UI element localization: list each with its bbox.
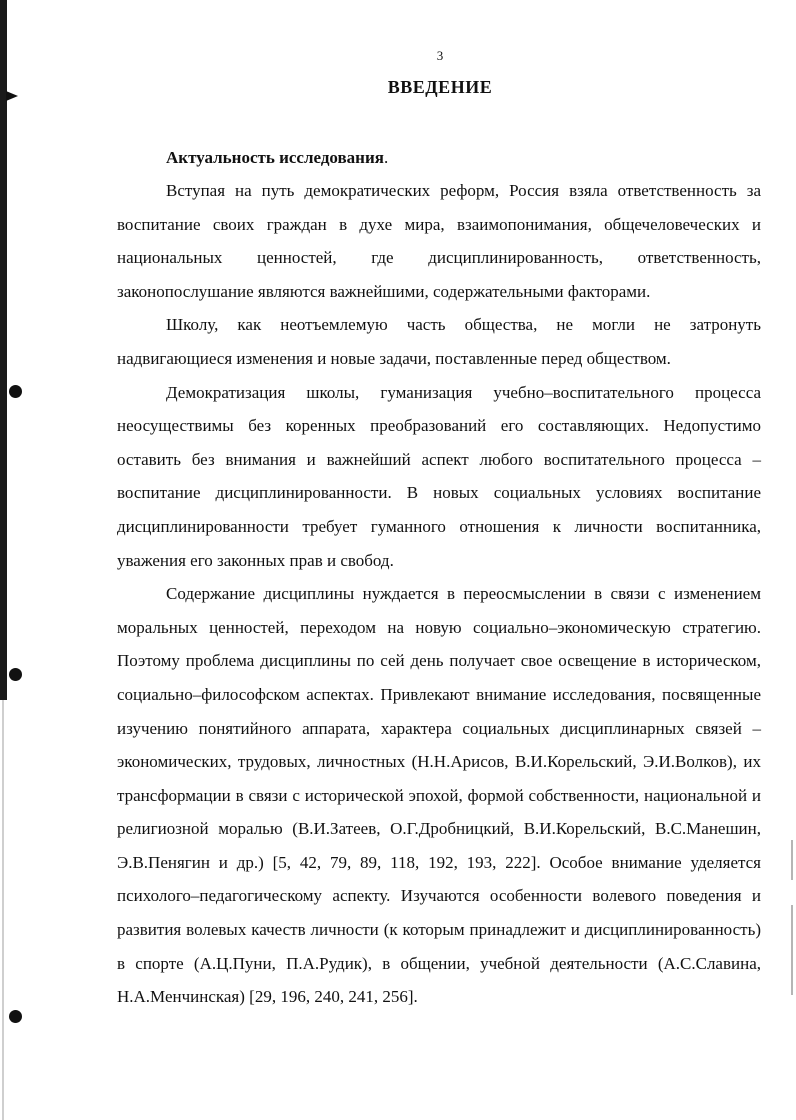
paragraph: Школу, как неотъемлемую часть общества, не могли не затронуть надвигающиеся изменения и новые задачи, поставленные перед обществом.: [117, 315, 761, 368]
section-heading: [166, 148, 388, 168]
body-text: [117, 174, 761, 1014]
punch-hole-mark: [9, 385, 22, 398]
scan-edge-mark: [791, 905, 793, 995]
punch-hole-mark: [9, 668, 22, 681]
scan-binding-edge: [0, 0, 7, 700]
page-number: 3: [436, 48, 444, 63]
paragraph: Вступая на путь демократических реформ, Россия взяла ответственность за воспитание своих граждан в духе мира, взаимопонимания, общечеловеческих и национальных ценностей, где дисциплинированность, ответственность, законопослушание являются важнейшими, содержательными факторами.: [117, 181, 761, 301]
paragraph: Содержание дисциплины нуждается в переосмыслении в связи с изменением моральных ценностей, переходом на новую социально–экономическую стратегию. Поэтому проблема дисциплины по сей день получает свое освещение в историческом, социально–философском аспектах. Привлекают внимание исследования, посвященные изучению понятийного аппарата, характера социальных дисциплинарных связей – экономических, трудовых, личностных (Н.Н.Арисов, В.И.Корельский, Э.И.Волков), их трансформации в связи с исторической эпохой, формой собственности, национальной и религиозной моралью (В.И.Затеев, О.Г.Дробницкий, В.И.Корельский, В.С.Манешин, Э.В.Пенягин и др.) [5, 42, 79, 89, 118, 192, 193, 222]. Особое внимание уделяется психолого–педагогическому аспекту. Изучаются особенности волевого поведения и развития волевых качеств личности (к которым принадлежит и дисциплинированность) в спорте (А.Ц.Пуни, П.А.Рудик), в общении, учебной деятельности (А.С.Славина, Н.А.Менчинская) [29, 196, 240, 241, 256].: [117, 584, 761, 1007]
paragraph: Демократизация школы, гуманизация учебно–воспитательного процесса неосуществимы без коренных преобразований его составляющих. Недопустимо оставить без внимания и важнейший аспект любого воспитательного процесса – воспитание дисциплинированности. В новых социальных условиях воспитание дисциплинированности требует гуманного отношения к личности воспитанника, уважения его законных прав и свобод.: [117, 382, 761, 570]
scan-binding-edge-lower: [2, 700, 4, 1120]
section-heading-text: Актуальность исследования: [166, 148, 384, 167]
scan-edge-mark: [791, 840, 793, 880]
section-heading-period: .: [383, 148, 389, 167]
punch-hole-mark: [9, 1010, 22, 1023]
page-title: ВВЕДЕНИЕ: [387, 77, 493, 97]
